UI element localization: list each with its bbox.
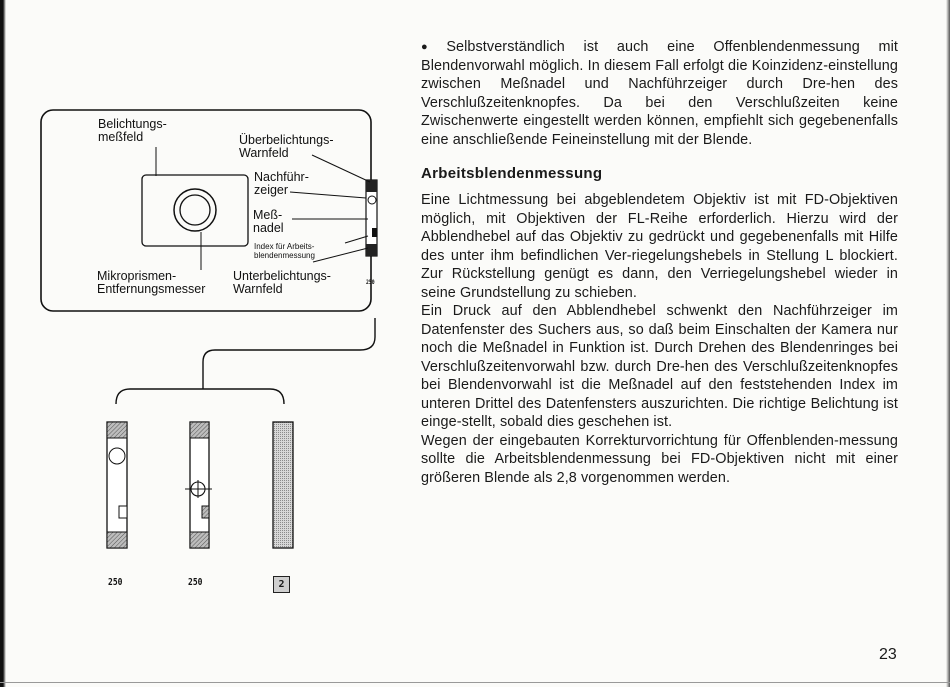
section-heading: Arbeitsblendenmessung [421,165,603,182]
data-window-view-2 [185,422,212,548]
diagram-drawing [0,0,410,687]
view-2-shutter-value: 250 [188,577,203,588]
metering-field [142,175,248,246]
bullet-icon: ● [421,41,443,53]
label-belichtungsmessfeld: Belichtungs- meßfeld [98,117,167,144]
page-number: 23 [879,646,897,663]
text-column [421,38,898,487]
label-messnadel: Meß- nadel [253,208,284,235]
label-unterbelichtung: Unterbelichtungs- Warnfeld [233,269,331,296]
page-edge [946,0,950,687]
data-window-view-1 [107,422,127,548]
data-window-view-3 [273,422,293,548]
paragraph-2: Ein Druck auf den Abblendhebel schwenkt den Nachführzeiger im Datenfenster des Suchers aus, so daß beim Einschalten der Kamera nur noch die Meßnadel in Funktion ist. Durch Drehen des Blendenringes bei Verschlußzeitenvorwahl bzw. durch Dre-hen des Verschlußzeitenknopfes bei Blendenvorwahl ist die Meßnadel auf den feststehenden Index im unteren Drittel des Datenfensters auszurichten. Die richtige Belichtung ist einge-stellt, sobald dies geschehen ist. [421,303,898,430]
viewfinder-diagram [0,0,410,687]
label-index: Index für Arbeits- blendenmessung [254,242,315,260]
label-nachfuehrzeiger: Nachführ- zeiger [254,170,309,197]
view-3-aperture-value: 2 [273,576,290,593]
paragraph-3: Wegen der eingebauten Korrekturvorrichtung für Offenblenden-messung sollte die Arbeitsblendenmessung bei FD-Objektiven nicht mit einer größeren Blende als 2,8 vorgenommen werden. [421,432,898,486]
scale-tick-label: 250 [366,279,375,286]
microprism-inner-circle [180,195,210,225]
view-1-shutter-value: 250 [108,577,123,588]
label-mikroprismen: Mikroprismen- Entfernungsmesser [97,269,206,296]
intro-paragraph [421,38,898,149]
paragraph-1: Eine Lichtmessung bei abgeblendetem Objektiv ist mit FD-Objektiven möglich, mit Objektiven der FL-Reihe erforderlich. Hierzu wird der Abblendhebel auf das Objektiv zu gedrückt und gegebenenfalls mit Hilfe des unter ihm befindlichen Ver-riegelungshebels in Stellung L blockiert. Zur Rückstellung genügt es dann, den Verriegelungshebel wieder in seine Grundstellung zu schieben. [421,192,898,301]
label-ueberbelichtung: Überbelichtungs- Warnfeld [239,133,334,160]
intro-text: Selbstverständlich ist auch eine Offenblendenmessung mit Blendenvorwahl möglich. In diesem Fall erfolgt die Koinzidenz-einstellung zwischen Meßnadel und Nachführzeiger durch Dre-hen des Verschlußzeitenknopfes. Da bei den Verschlußzeiten keine Zwischenwerte eingestellt werden können, empfiehlt sich gegebenenfalls eine anschließende Feineinstellung mit der Blende. [421,39,899,148]
